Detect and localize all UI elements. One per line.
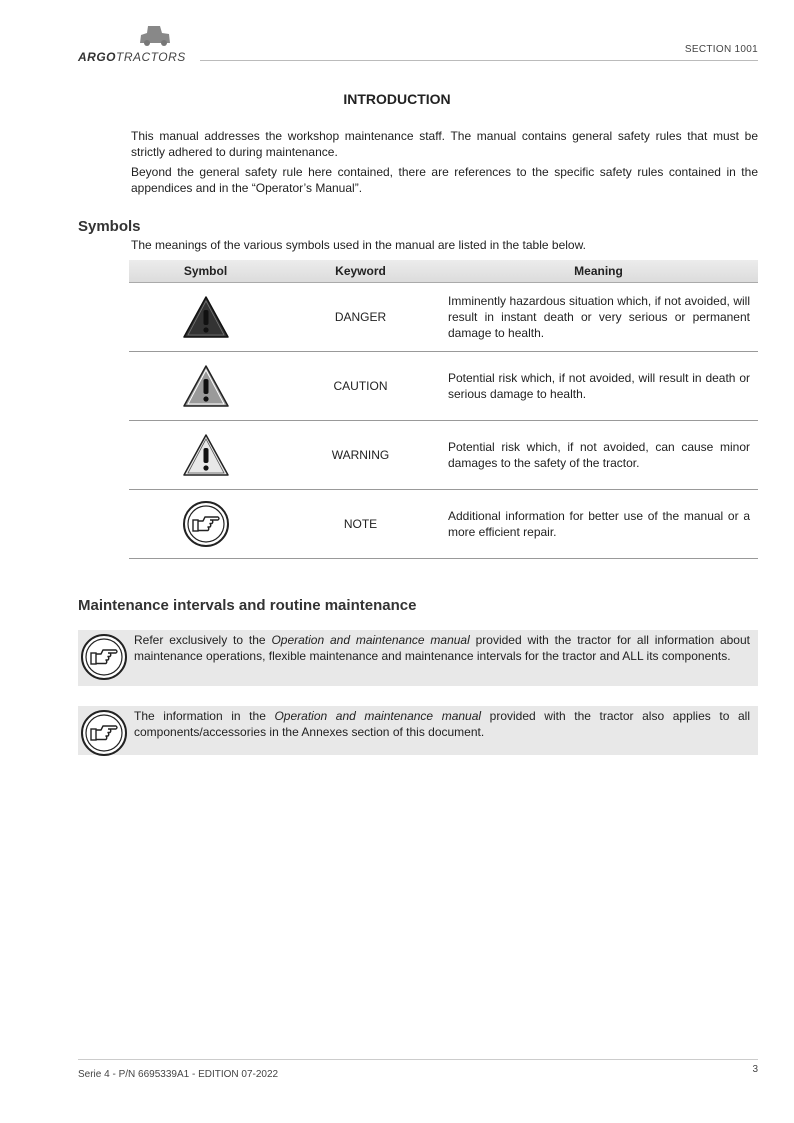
note-hand-icon xyxy=(80,633,128,681)
maintenance-note-2 xyxy=(78,706,758,755)
note-hand-icon xyxy=(80,709,128,757)
header-meaning: Meaning xyxy=(574,264,623,278)
footer-divider xyxy=(78,1059,758,1060)
meaning-warning: Potential risk which, if not avoided, can cause minor damages to the safety of the tractor. xyxy=(448,440,750,470)
keyword-warning: WARNING xyxy=(331,448,390,462)
meaning-caution: Potential risk which, if not avoided, will result in death or serious damage to health. xyxy=(448,371,750,401)
intro-paragraph-1: This manual addresses the workshop maintenance staff. The manual contains general safety rules that must be strictly adhered to during maintenance. xyxy=(131,129,758,159)
warning-icon xyxy=(182,433,230,477)
logo-wordmark: ARGOTRACTORS xyxy=(78,50,186,64)
symbols-heading: Symbols xyxy=(78,218,141,235)
section-label: SECTION 1001 xyxy=(684,44,758,55)
table-row-warning xyxy=(129,421,758,490)
symbols-intro: The meanings of the various symbols used in the manual are listed in the table below. xyxy=(131,238,586,252)
page-number: 3 xyxy=(752,1064,758,1075)
table-row-note xyxy=(129,490,758,559)
symbols-table xyxy=(129,260,758,559)
maintenance-note-1 xyxy=(78,630,758,686)
maintenance-note-2-text: The information in the Operation and maintenance manual provided with the tractor also applies to all components/accessories in the Annexes section of this document. xyxy=(134,709,750,739)
argo-tractors-logo xyxy=(78,24,198,66)
tractor-silhouette-icon xyxy=(138,24,172,46)
header-symbol: Symbol xyxy=(183,264,228,278)
keyword-danger: DANGER xyxy=(334,310,387,324)
table-row-caution xyxy=(129,352,758,421)
maintenance-heading: Maintenance intervals and routine maintenance xyxy=(78,597,417,614)
page-title: INTRODUCTION xyxy=(343,91,451,107)
danger-icon xyxy=(182,295,230,339)
caution-icon xyxy=(182,364,230,408)
header-divider xyxy=(200,60,758,61)
meaning-danger: Imminently hazardous situation which, if not avoided, will result in instant death or very serious or permanent damage to health. xyxy=(448,294,750,340)
header-keyword: Keyword xyxy=(335,264,386,278)
intro-paragraph-2: Beyond the general safety rule here contained, there are references to the specific safety rules contained in the appendices and in the “Operator’s Manual”. xyxy=(131,165,758,195)
meaning-note: Additional information for better use of the manual or a more efficient repair. xyxy=(448,509,750,539)
table-row-danger xyxy=(129,283,758,352)
keyword-caution: CAUTION xyxy=(333,379,388,393)
maintenance-note-1-text: Refer exclusively to the Operation and maintenance manual provided with the tractor for all information about maintenance operations, flexible maintenance and maintenance intervals for the tractor and ALL its components. xyxy=(134,633,750,663)
note-hand-icon xyxy=(182,500,230,548)
keyword-note: NOTE xyxy=(343,517,378,531)
table-header xyxy=(129,260,758,283)
footer-edition: Serie 4 - P/N 6695339A1 - EDITION 07-2022 xyxy=(78,1069,279,1080)
